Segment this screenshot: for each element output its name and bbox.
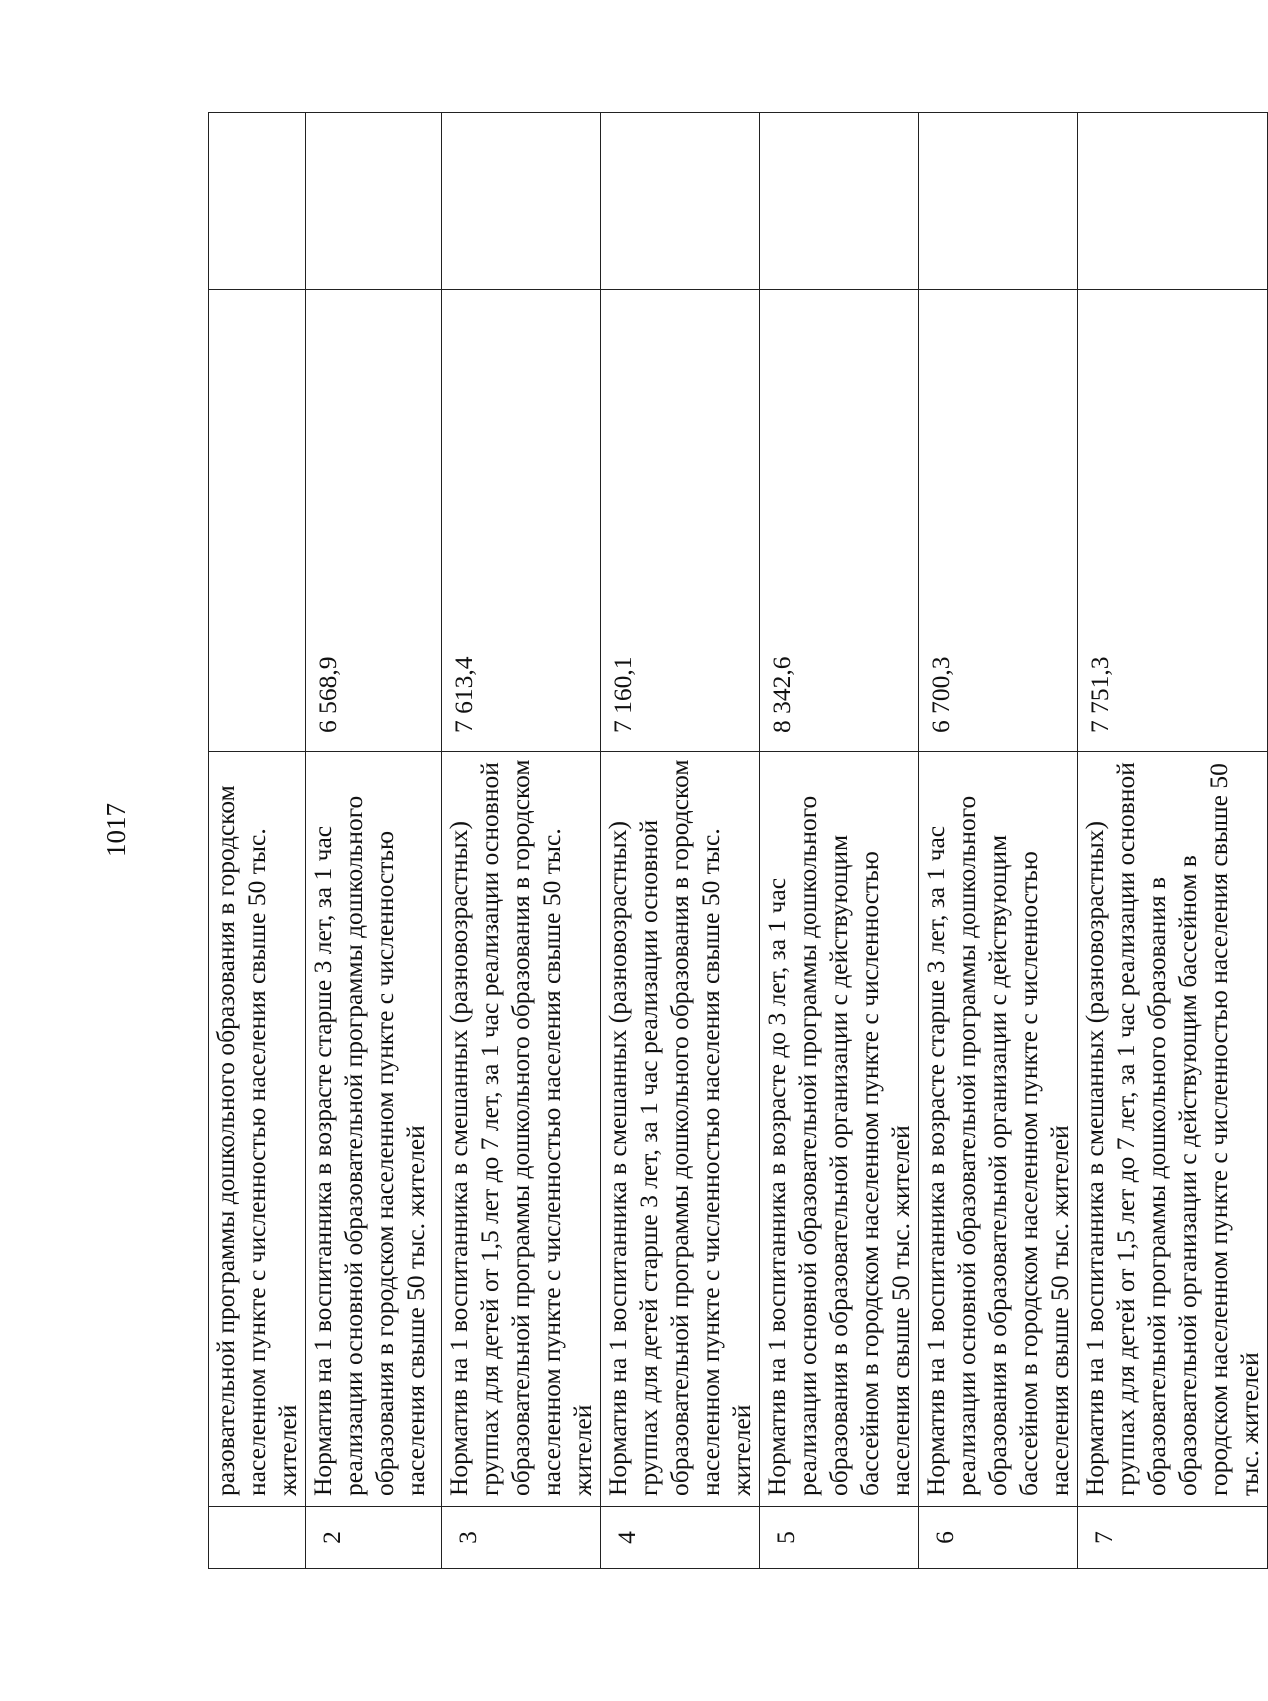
row-number: 3 [442,1507,601,1569]
row-number-cell [209,1507,306,1569]
norm-description: разовательной программы дошкольного образования в городском населенном пункте с численностью населения свыше 50 тыс. жителей [209,752,306,1507]
norm-description: Норматив на 1 воспитанника в смешанных (разновозрастных) группах для детей от 1,5 лет до 7 лет, за 1 час реализации основной образовательной программы дошкольного образования в городском населенном пункте с численностью населения свыше 50 тыс. жителей [442,752,601,1507]
row-number: 7 [1078,1507,1268,1569]
table-row [601,113,760,1569]
norm-value: 8 342,6 [760,290,919,752]
row-number: 6 [919,1507,1078,1569]
row-number: 5 [760,1507,919,1569]
extra-cell [306,113,442,290]
norms-table-container [208,113,1264,1569]
table-row [760,113,919,1569]
norm-description: Норматив на 1 воспитанника в смешанных (разновозрастных) группах для детей от 1,5 лет до 7 лет, за 1 час реализации основной образовательной программы дошкольного образования в образовательной организации с действующим бассейном в городском населенном пункте с численностью населения свыше 50 тыс. жителей [1078,752,1268,1507]
extra-cell [919,113,1078,290]
page-number: 1017 [101,803,131,857]
row-number: 2 [306,1507,442,1569]
norms-table [208,112,1268,1569]
table-row [306,113,442,1569]
norm-description: Норматив на 1 воспитанника в смешанных (разновозрастных) группах для детей старше 3 лет, за 1 час реализации основной образовательной программы дошкольного образования в городском населенном пункте с численностью населения свыше 50 тыс. жителей [601,752,760,1507]
norm-description: Норматив на 1 воспитанника в возрасте старше 3 лет, за 1 час реализации основной образовательной программы дошкольного образования в образовательной организации с действующим бассейном в городском населенном пункте с численностью населения свыше 50 тыс. жителей [919,752,1078,1507]
table-row-continuation [209,113,306,1569]
extra-cell [1078,113,1268,290]
row-number: 4 [601,1507,760,1569]
norm-value: 7 751,3 [1078,290,1268,752]
norm-description: Норматив на 1 воспитанника в возрасте старше 3 лет, за 1 час реализации основной образовательной программы дошкольного образования в городском населенном пункте с численностью населения свыше 50 тыс. жителей [306,752,442,1507]
norm-description: Норматив на 1 воспитанника в возрасте до 3 лет, за 1 час реализации основной образовательной программы дошкольного образования в образовательной организации с действующим бассейном в городском населенном пункте с численностью населения свыше 50 тыс. жителей [760,752,919,1507]
norm-value: 6 700,3 [919,290,1078,752]
extra-cell [442,113,601,290]
table-row [442,113,601,1569]
table-row [919,113,1078,1569]
extra-cell [760,113,919,290]
norm-value [209,290,306,752]
norm-value: 7 613,4 [442,290,601,752]
table-row [1078,113,1268,1569]
extra-cell [209,113,306,290]
norm-value: 7 160,1 [601,290,760,752]
extra-cell [601,113,760,290]
norm-value: 6 568,9 [306,290,442,752]
